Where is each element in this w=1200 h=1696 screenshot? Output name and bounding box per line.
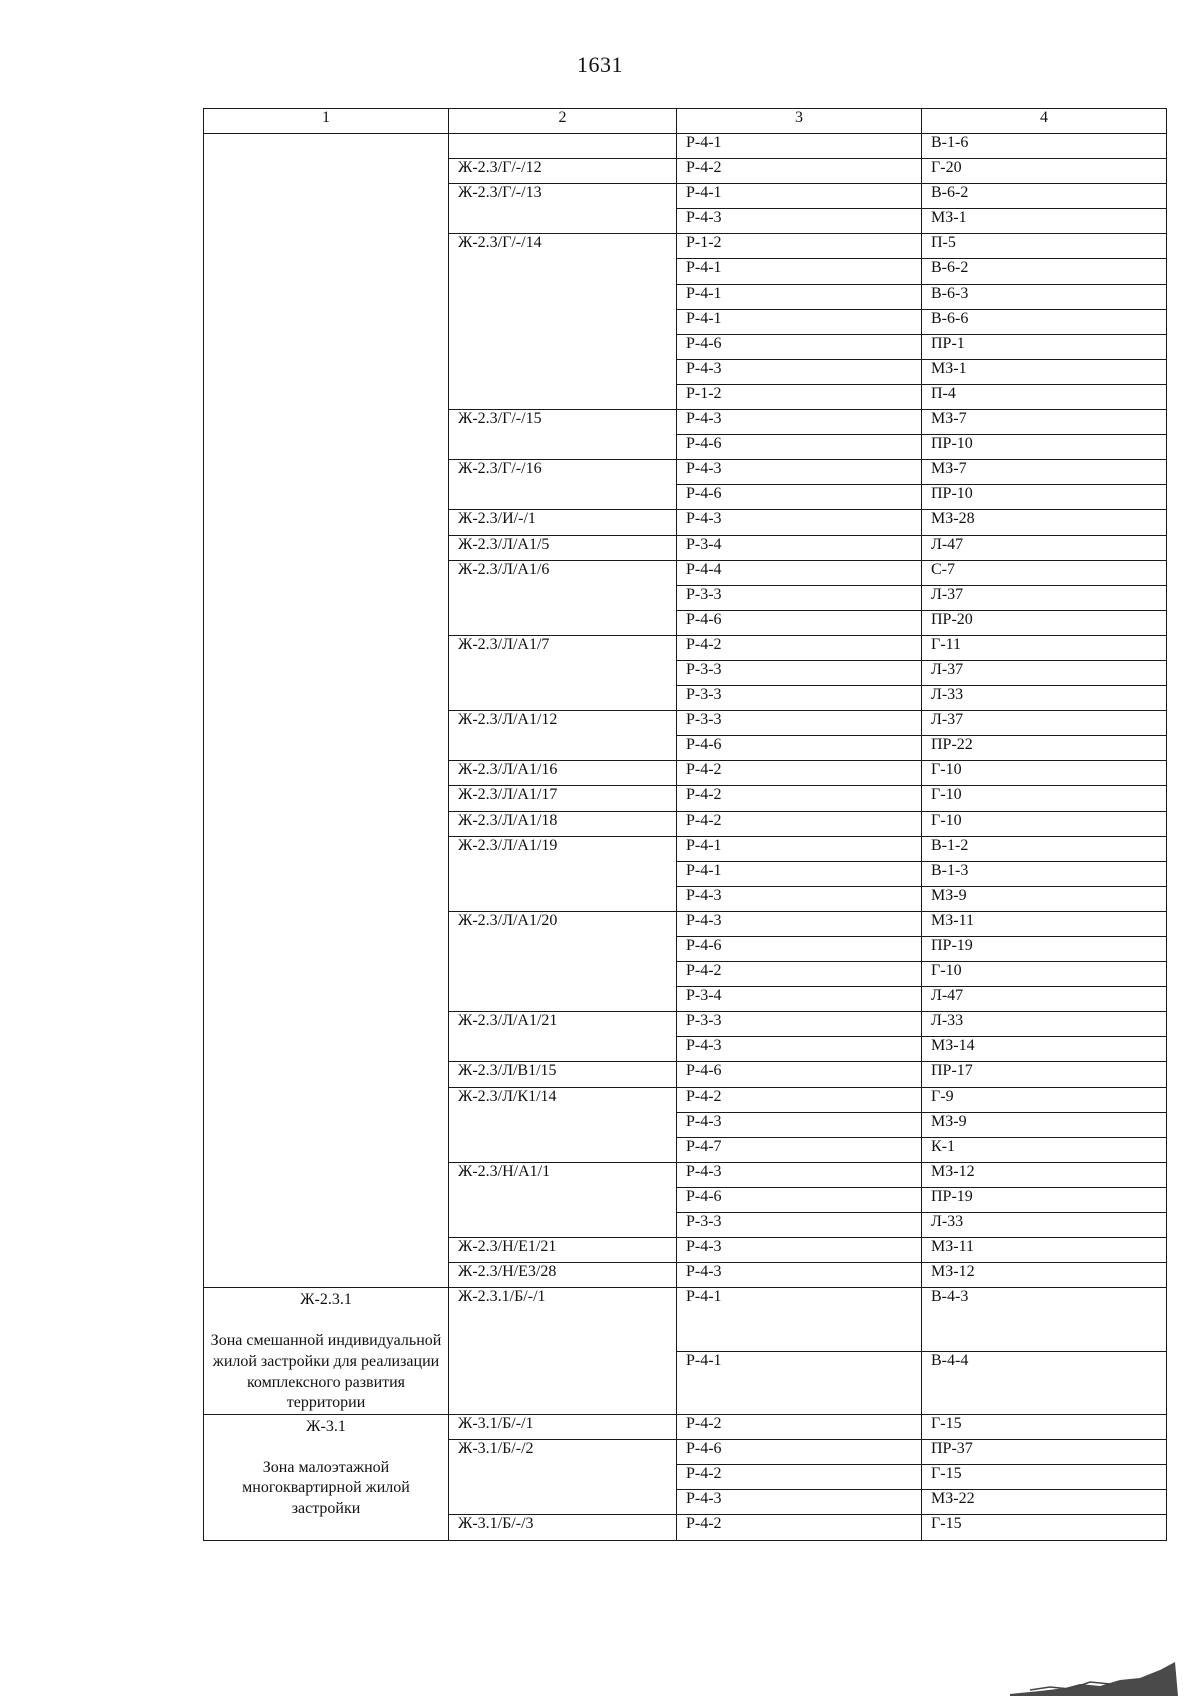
regulation-code-cell: Р-3-4 <box>677 535 922 560</box>
subzone-code-cell: Ж-2.3/Л/А1/18 <box>449 811 677 836</box>
regulation-code-cell: Р-4-3 <box>677 911 922 936</box>
parameter-code-cell: Г-15 <box>922 1515 1167 1540</box>
header-row <box>204 109 1167 134</box>
regulation-code-cell: Р-3-3 <box>677 660 922 685</box>
regulation-code-cell: Р-4-2 <box>677 159 922 184</box>
zone-cell <box>204 1288 449 1415</box>
header-col-3: 3 <box>677 109 922 134</box>
regulation-code-cell: Р-4-3 <box>677 1037 922 1062</box>
regulation-code-cell: Р-4-6 <box>677 1187 922 1212</box>
parameter-code-cell: Л-37 <box>922 711 1167 736</box>
regulation-code-cell: Р-4-6 <box>677 1062 922 1087</box>
regulation-code-cell: Р-3-3 <box>677 711 922 736</box>
regulation-code-cell: Р-4-2 <box>677 786 922 811</box>
regulation-code-cell: Р-4-3 <box>677 886 922 911</box>
parameter-code-cell: Л-33 <box>922 1213 1167 1238</box>
parameter-code-cell: В-1-2 <box>922 836 1167 861</box>
regulation-code-cell: Р-4-3 <box>677 359 922 384</box>
subzone-code-cell: Ж-3.1/Б/-/2 <box>449 1440 677 1515</box>
page-number: 1631 <box>577 52 623 77</box>
table-header <box>204 109 1167 134</box>
regulation-code-cell: Р-4-1 <box>677 1351 922 1414</box>
regulation-code-cell: Р-4-3 <box>677 1112 922 1137</box>
parameter-code-cell: Г-9 <box>922 1087 1167 1112</box>
regulation-code-cell: Р-4-6 <box>677 435 922 460</box>
subzone-code-cell: Ж-2.3/Г/-/16 <box>449 460 677 510</box>
parameter-code-cell: ПР-10 <box>922 485 1167 510</box>
regulation-code-cell: Р-4-3 <box>677 209 922 234</box>
regulation-code-cell: Р-4-3 <box>677 1263 922 1288</box>
regulation-code-cell: Р-4-2 <box>677 811 922 836</box>
regulation-code-cell: Р-1-2 <box>677 234 922 259</box>
parameter-code-cell: МЗ-11 <box>922 1238 1167 1263</box>
subzone-code-cell: Ж-2.3/Г/-/12 <box>449 159 677 184</box>
regulation-code-cell: Р-4-1 <box>677 284 922 309</box>
regulation-code-cell: Р-4-2 <box>677 761 922 786</box>
regulation-code-cell: Р-4-3 <box>677 1490 922 1515</box>
zone-code: Ж-2.3.1 <box>300 1291 352 1309</box>
regulation-code-cell: Р-1-2 <box>677 384 922 409</box>
table-row <box>204 134 1167 159</box>
parameter-code-cell: Л-47 <box>922 535 1167 560</box>
regulation-code-cell: Р-3-3 <box>677 686 922 711</box>
zone-code: Ж-3.1 <box>306 1418 346 1436</box>
subzone-code-cell: Ж-2.3/Л/А1/21 <box>449 1012 677 1062</box>
parameter-code-cell: ПР-37 <box>922 1440 1167 1465</box>
parameter-code-cell: Л-37 <box>922 660 1167 685</box>
regulation-code-cell: Р-4-3 <box>677 410 922 435</box>
regulation-code-cell: Р-4-4 <box>677 560 922 585</box>
regulation-code-cell: Р-3-4 <box>677 987 922 1012</box>
header-col-1: 1 <box>204 109 449 134</box>
parameter-code-cell: В-6-6 <box>922 309 1167 334</box>
parameter-code-cell: Г-10 <box>922 962 1167 987</box>
parameter-code-cell: В-4-3 <box>922 1288 1167 1351</box>
regulation-code-cell: Р-4-1 <box>677 1288 922 1351</box>
regulation-code-cell: Р-4-2 <box>677 1515 922 1540</box>
regulation-code-cell: Р-4-1 <box>677 836 922 861</box>
scan-edge-marks <box>1010 1640 1180 1696</box>
subzone-code-cell: Ж-2.3/Л/А1/19 <box>449 836 677 911</box>
regulation-code-cell: Р-4-6 <box>677 1440 922 1465</box>
parameter-code-cell: В-6-2 <box>922 184 1167 209</box>
regulation-code-cell: Р-3-3 <box>677 1213 922 1238</box>
parameter-code-cell: МЗ-1 <box>922 359 1167 384</box>
regulation-code-cell: Р-4-6 <box>677 334 922 359</box>
parameter-code-cell: МЗ-7 <box>922 410 1167 435</box>
regulation-code-cell: Р-4-2 <box>677 1415 922 1440</box>
parameter-code-cell: Г-15 <box>922 1465 1167 1490</box>
parameter-code-cell: ПР-20 <box>922 610 1167 635</box>
parameter-code-cell: П-4 <box>922 384 1167 409</box>
subzone-code-cell: Ж-2.3/Л/А1/16 <box>449 761 677 786</box>
parameter-code-cell: В-6-2 <box>922 259 1167 284</box>
zone-cell <box>204 134 449 1288</box>
parameter-code-cell: Л-33 <box>922 686 1167 711</box>
regulation-code-cell: Р-4-3 <box>677 1238 922 1263</box>
parameter-code-cell: Г-20 <box>922 159 1167 184</box>
regulation-code-cell: Р-4-2 <box>677 962 922 987</box>
parameter-code-cell: МЗ-28 <box>922 510 1167 535</box>
parameter-code-cell: МЗ-14 <box>922 1037 1167 1062</box>
header-col-2: 2 <box>449 109 677 134</box>
regulation-code-cell: Р-3-3 <box>677 585 922 610</box>
subzone-code-cell: Ж-2.3/Л/А1/6 <box>449 560 677 635</box>
subzone-code-cell: Ж-2.3/Н/Е1/21 <box>449 1238 677 1263</box>
subzone-code-cell: Ж-2.3/Л/А1/5 <box>449 535 677 560</box>
zone-description: Зона смешанной индивидуальной жилой застройки для реализации комплексного развития территории <box>210 1331 442 1412</box>
regulation-code-cell: Р-4-3 <box>677 510 922 535</box>
regulation-code-cell: Р-4-2 <box>677 635 922 660</box>
subzone-code-cell: Ж-2.3/Л/А1/20 <box>449 911 677 1011</box>
subzone-code-cell: Ж-2.3.1/Б/-/1 <box>449 1288 677 1415</box>
parameter-code-cell: В-1-6 <box>922 134 1167 159</box>
subzone-code-cell: Ж-2.3/Г/-/13 <box>449 184 677 234</box>
regulation-code-cell: Р-4-3 <box>677 1162 922 1187</box>
parameter-code-cell: В-4-4 <box>922 1351 1167 1414</box>
parameter-code-cell: Г-15 <box>922 1415 1167 1440</box>
regulation-code-cell: Р-4-6 <box>677 937 922 962</box>
regulation-code-cell: Р-4-1 <box>677 259 922 284</box>
parameter-code-cell: ПР-19 <box>922 1187 1167 1212</box>
parameter-code-cell: МЗ-7 <box>922 460 1167 485</box>
parameter-code-cell: П-5 <box>922 234 1167 259</box>
parameter-code-cell: Л-47 <box>922 987 1167 1012</box>
regulation-code-cell: Р-4-6 <box>677 610 922 635</box>
zoning-table <box>203 108 1167 1541</box>
parameter-code-cell: Г-10 <box>922 786 1167 811</box>
regulation-code-cell: Р-4-1 <box>677 861 922 886</box>
parameter-code-cell: Л-37 <box>922 585 1167 610</box>
subzone-code-cell: Ж-2.3/Г/-/14 <box>449 234 677 410</box>
regulation-code-cell: Р-4-6 <box>677 485 922 510</box>
parameter-code-cell: Л-33 <box>922 1012 1167 1037</box>
parameter-code-cell: К-1 <box>922 1137 1167 1162</box>
regulation-code-cell: Р-3-3 <box>677 1012 922 1037</box>
parameter-code-cell: МЗ-1 <box>922 209 1167 234</box>
parameter-code-cell: ПР-17 <box>922 1062 1167 1087</box>
subzone-code-cell: Ж-2.3/Н/А1/1 <box>449 1162 677 1237</box>
regulation-code-cell: Р-4-3 <box>677 460 922 485</box>
subzone-code-cell: Ж-2.3/Л/В1/15 <box>449 1062 677 1087</box>
table-body <box>204 134 1167 1541</box>
regulation-code-cell: Р-4-1 <box>677 309 922 334</box>
regulation-code-cell: Р-4-6 <box>677 736 922 761</box>
subzone-code-cell: Ж-2.3/Л/А1/17 <box>449 786 677 811</box>
table-row <box>204 1415 1167 1440</box>
parameter-code-cell: МЗ-9 <box>922 886 1167 911</box>
parameter-code-cell: МЗ-12 <box>922 1162 1167 1187</box>
parameter-code-cell: МЗ-22 <box>922 1490 1167 1515</box>
subzone-code-cell: Ж-2.3/Л/А1/7 <box>449 635 677 710</box>
zone-cell <box>204 1415 449 1540</box>
parameter-code-cell: ПР-22 <box>922 736 1167 761</box>
parameter-code-cell: ПР-1 <box>922 334 1167 359</box>
subzone-code-cell: Ж-2.3/И/-/1 <box>449 510 677 535</box>
parameter-code-cell: МЗ-9 <box>922 1112 1167 1137</box>
parameter-code-cell: ПР-19 <box>922 937 1167 962</box>
header-col-4: 4 <box>922 109 1167 134</box>
subzone-code-cell: Ж-2.3/Л/А1/12 <box>449 711 677 761</box>
parameter-code-cell: В-6-3 <box>922 284 1167 309</box>
parameter-code-cell: С-7 <box>922 560 1167 585</box>
subzone-code-cell: Ж-2.3/Г/-/15 <box>449 410 677 460</box>
parameter-code-cell: МЗ-12 <box>922 1263 1167 1288</box>
subzone-code-cell <box>449 134 677 159</box>
parameter-code-cell: ПР-10 <box>922 435 1167 460</box>
parameter-code-cell: В-1-3 <box>922 861 1167 886</box>
regulation-code-cell: Р-4-1 <box>677 134 922 159</box>
parameter-code-cell: МЗ-11 <box>922 911 1167 936</box>
regulation-code-cell: Р-4-1 <box>677 184 922 209</box>
table-row <box>204 1288 1167 1351</box>
subzone-code-cell: Ж-2.3/Н/Е3/28 <box>449 1263 677 1288</box>
parameter-code-cell: Г-10 <box>922 811 1167 836</box>
regulation-code-cell: Р-4-7 <box>677 1137 922 1162</box>
regulation-code-cell: Р-4-2 <box>677 1087 922 1112</box>
regulation-code-cell: Р-4-2 <box>677 1465 922 1490</box>
subzone-code-cell: Ж-2.3/Л/К1/14 <box>449 1087 677 1162</box>
zone-description: Зона малоэтажной многоквартирной жилой застройки <box>242 1458 410 1518</box>
parameter-code-cell: Г-10 <box>922 761 1167 786</box>
parameter-code-cell: Г-11 <box>922 635 1167 660</box>
subzone-code-cell: Ж-3.1/Б/-/1 <box>449 1415 677 1440</box>
subzone-code-cell: Ж-3.1/Б/-/3 <box>449 1515 677 1540</box>
